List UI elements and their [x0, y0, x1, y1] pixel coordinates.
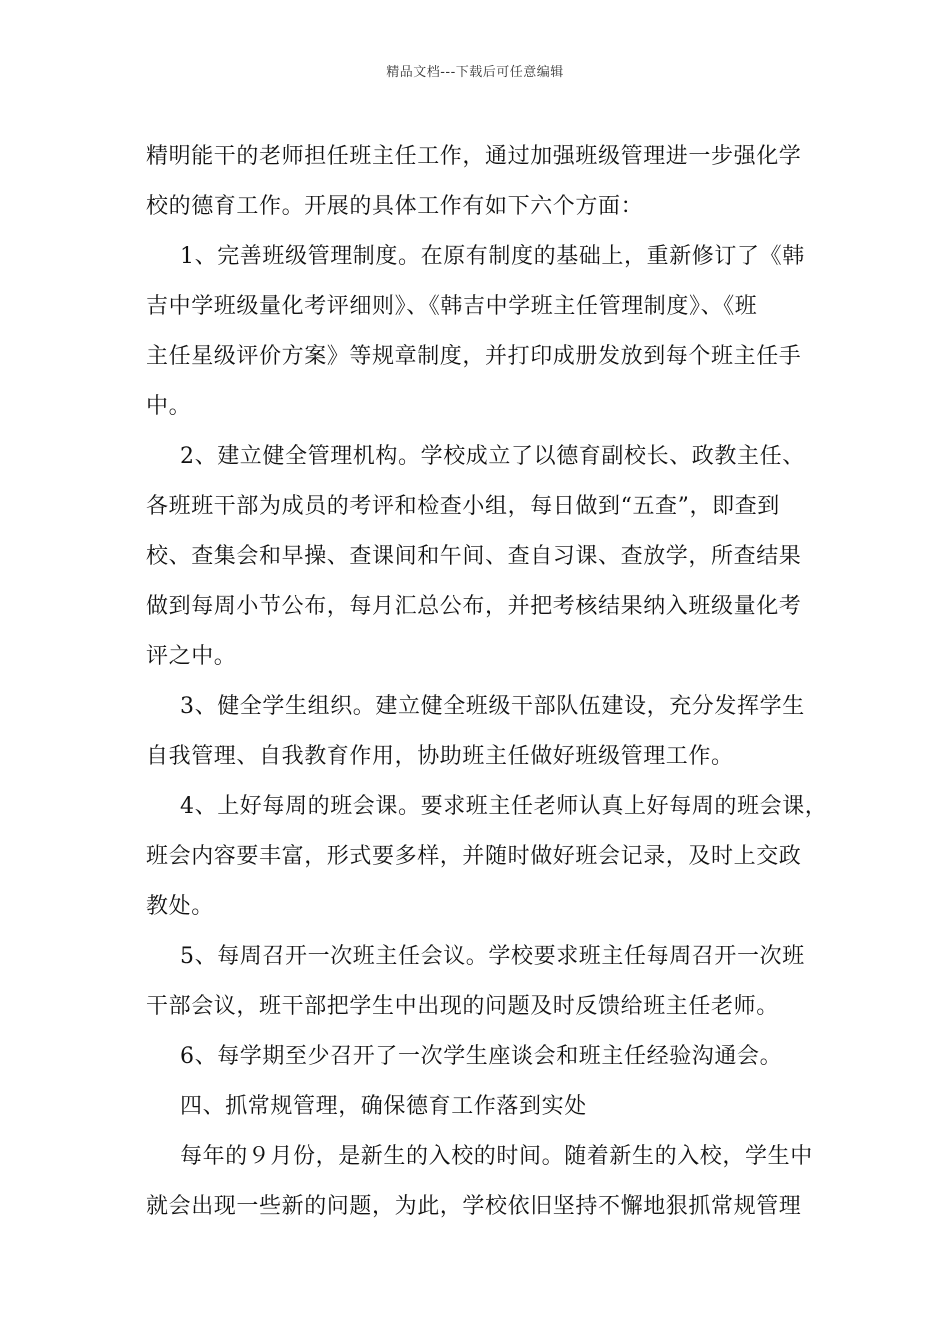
text-line: 就会出现一些新的问题，为此，学校依旧坚持不懈地狠抓常规管理	[146, 1194, 802, 1219]
text-line: 校、查集会和早操、查课间和午间、查自习课、查放学，所查结果	[146, 544, 802, 569]
text-line: 各班班干部为成员的考评和检查小组，每日做到“五查”，即查到	[146, 494, 780, 519]
text-line: 1、完善班级管理制度。在原有制度的基础上，重新修订了《韩	[180, 244, 805, 269]
text-line: 做到每周小节公布，每月汇总公布，并把考核结果纳入班级量化考	[146, 594, 802, 619]
text-line: 6、每学期至少召开了一次学生座谈会和班主任经验沟通会。	[180, 1044, 783, 1069]
text-line: 教处。	[146, 894, 214, 919]
text-line: 5、每周召开一次班主任会议。学校要求班主任每周召开一次班	[180, 944, 805, 969]
text-line: 精明能干的老师担任班主任工作，通过加强班级管理进一步强化学	[146, 144, 802, 169]
text-line: 2、建立健全管理机构。学校成立了以德育副校长、政教主任、	[180, 444, 805, 469]
text-line: 评之中。	[146, 644, 237, 669]
page-header: 精品文档---下载后可任意编辑	[386, 65, 564, 80]
document-body	[146, 132, 828, 1232]
text-line: 每年的９月份，是新生的入校的时间。随着新生的入校，学生中	[180, 1144, 813, 1169]
text-line: 主任星级评价方案》等规章制度，并打印成册发放到每个班主任手	[146, 344, 802, 369]
text-line: 吉中学班级量化考评细则》、《韩吉中学班主任管理制度》、《班	[146, 294, 758, 319]
text-line: 校的德育工作。开展的具体工作有如下六个方面：	[146, 194, 644, 219]
text-line: 中。	[146, 394, 192, 419]
text-line: 3、健全学生组织。建立健全班级干部队伍建设，充分发挥学生	[180, 694, 805, 719]
text-line: 4、上好每周的班会课。要求班主任老师认真上好每周的班会课，	[180, 794, 828, 819]
section-heading: 四、抓常规管理，确保德育工作落到实处	[180, 1094, 587, 1119]
text-line: 干部会议，班干部把学生中出现的问题及时反馈给班主任老师。	[146, 994, 779, 1019]
text-line: 班会内容要丰富，形式要多样，并随时做好班会记录，及时上交政	[146, 844, 802, 869]
text-line: 自我管理、自我教育作用，协助班主任做好班级管理工作。	[146, 744, 734, 769]
